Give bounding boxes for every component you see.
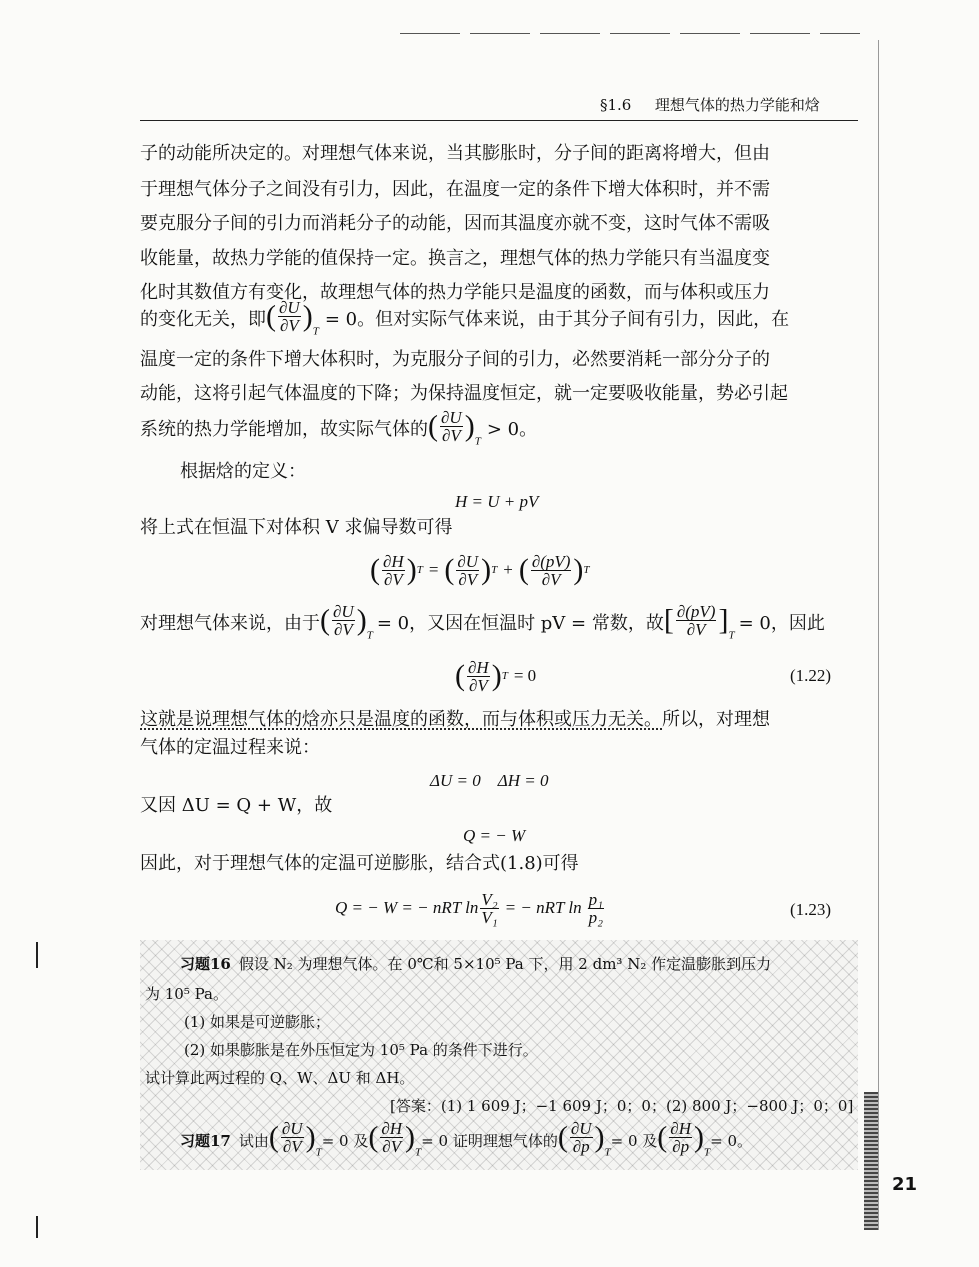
page-edge-tab — [864, 1092, 878, 1230]
body-line: 因此，对于理想气体的定温可逆膨胀，结合式(1.8)可得 — [140, 853, 579, 874]
body-line-emphasis: 这就是说理想气体的焓亦只是温度的函数，而与体积或压力无关。所以，对理想 — [140, 709, 770, 730]
header-dash-rule — [400, 33, 860, 34]
exercise-label: 习题17 — [180, 1132, 231, 1150]
exercise-line: 试计算此两过程的 Q、W、ΔU 和 ΔH。 — [145, 1069, 415, 1087]
body-line: 动能，这将引起气体温度的下降；为保持温度恒定，就一定要吸收能量，势必引起 — [140, 383, 788, 404]
exercise-label: 习题16 — [180, 955, 231, 973]
section-number: §1.6 — [600, 96, 632, 114]
body-line: 要克服分子间的引力而消耗分子的动能，因而其温度亦就不变，这时气体不需吸 — [140, 213, 770, 234]
equation-q-minus-w: Q = − W — [463, 826, 526, 845]
body-line: 将上式在恒温下对体积 V 求偏导数可得 — [140, 517, 453, 538]
header-rule — [140, 120, 858, 121]
equation-1-23: Q = − W = − nRT ln $\frac{\text{V₂}}{\text{V₁}}$ = − nRT ln $\frac{\text{p₁}}{\text{p₂}}$ — [335, 889, 604, 927]
body-line: 于理想气体分子之间没有引力，因此，在温度一定的条件下增大体积时，并不需 — [140, 179, 770, 200]
section-title: 理想气体的热力学能和焓 — [654, 96, 820, 114]
exercise-answer: [答案：(1) 1 609 J；−1 609 J；0；0；(2) 800 J；−800 J；0；0] — [390, 1097, 854, 1115]
exercise-line: 为 10⁵ Pa。 — [145, 985, 228, 1003]
equation-h-definition: H = U + pV — [455, 492, 539, 511]
equation-number: (1.22) — [790, 666, 832, 685]
scan-mark — [878, 40, 879, 1230]
running-head — [600, 94, 820, 115]
partial-dU-dV-T: ( $\frac{\partial U}{\partial V}$ )$_T$ — [428, 407, 481, 448]
body-line-with-formula: 对理想气体来说，由于 ( $\frac{\partial U}{\partial V}$ )$_T$ = 0，又因在恒温时 pV = 常数，故 [ $\frac{\partial(pV)}{\partial V}$ ]$_T$ = 0，因此 — [140, 601, 825, 642]
body-line: 又因 ΔU = Q + W，故 — [140, 795, 333, 816]
body-line-with-formula: 的变化无关，即 ( $\frac{\partial U}{\partial V}$ )$_T$ = 0。但对实际气体来说，由于其分子间有引力，因此，在 — [140, 300, 789, 340]
exercise-17: 习题17 试由 ( $\frac{\partial U}{\partial V}$ )$_T$ = 0 及 ( $\frac{\partial H}{\partial V}$ )$_T$ = 0 证明理想气体的 ( $\frac{\partial U}{\partial p}$ )$_T$ = 0 及 ( $\frac{\partial H}{\partial p}$ )$_T$ = 0。 — [180, 1118, 752, 1159]
body-line: 温度一定的条件下增大体积时，为克服分子间的引力，必然要消耗一部分分子的 — [140, 349, 770, 370]
partial-dU-dV-T: ( $\frac{\partial U}{\partial V}$ )$_T$ — [266, 297, 319, 338]
page-number: 21 — [892, 1174, 918, 1195]
body-line: 化时其数值方有变化，故理想气体的热力学能只是温度的函数，而与体积或压力 — [140, 282, 770, 303]
scan-mark — [36, 1216, 38, 1238]
exercise-line: (2) 如果膨胀是在外压恒定为 10⁵ Pa 的条件下进行。 — [184, 1041, 538, 1059]
equation-dH-dV: ( $\frac{\partial H}{\partial V}$ ) T = ( $\frac{\partial U}{\partial V}$ ) T + ( $\frac{\partial(pV)}{\partial V}$ ) T — [370, 551, 590, 589]
equation-1-22: ( $\frac{\partial H}{\partial V}$ ) T = 0 — [455, 657, 537, 695]
equation-du-dh-zero: ΔU = 0 ΔH = 0 — [430, 771, 549, 790]
body-line-with-formula: 系统的热力学能增加，故实际气体的 ( $\frac{\partial U}{\partial V}$ )$_T$ > 0。 — [140, 410, 537, 450]
exercise-line: (1) 如果是可逆膨胀； — [184, 1013, 331, 1031]
body-line: 收能量，故热力学能的值保持一定。换言之，理想气体的热力学能只有当温度变 — [140, 248, 770, 269]
exercise-16: 习题16 假设 N₂ 为理想气体。在 0℃和 5×10⁵ Pa 下，用 2 dm³ N₂ 作定温膨胀到压力 — [180, 955, 772, 973]
body-line: 子的动能所决定的。对理想气体来说，当其膨胀时，分子间的距离将增大，但由 — [140, 143, 770, 164]
equation-number: (1.23) — [790, 900, 832, 919]
body-line: 气体的定温过程来说： — [140, 737, 320, 758]
scan-mark — [36, 942, 38, 968]
body-line: 根据焓的定义： — [180, 461, 306, 482]
